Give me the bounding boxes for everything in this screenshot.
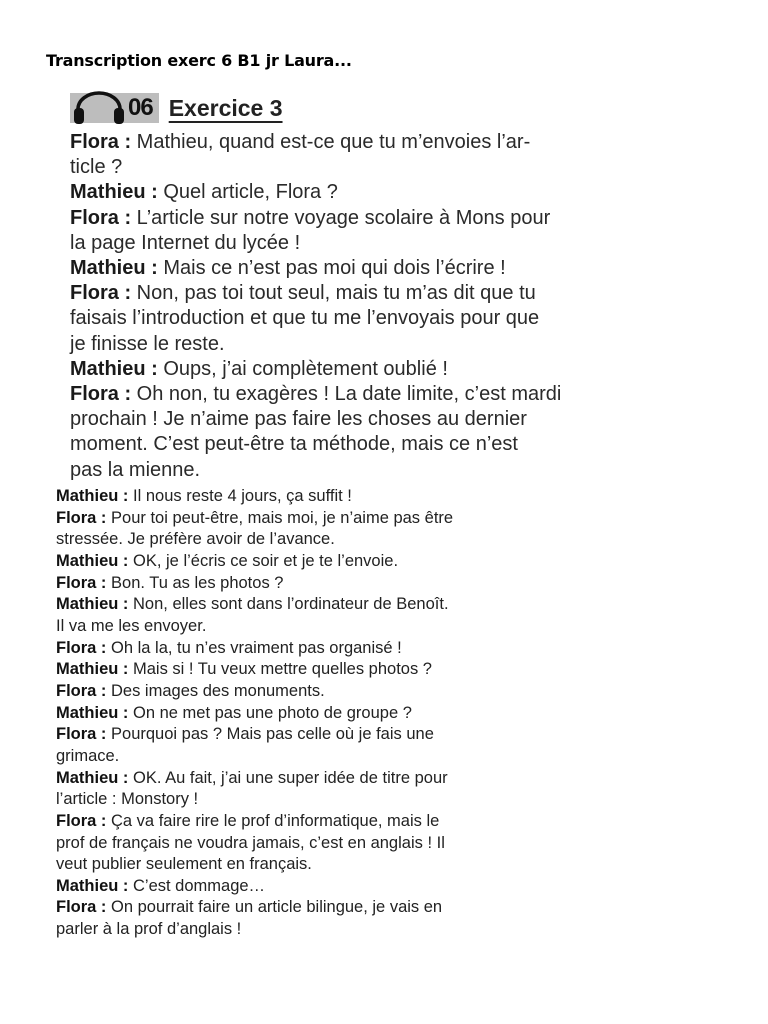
dialogue-line	[56, 854, 576, 876]
speaker-name: Mathieu :	[70, 357, 158, 380]
dialogue-line	[56, 876, 576, 898]
dialogue-part-2	[56, 486, 576, 941]
speaker-name: Flora :	[70, 206, 132, 229]
line-text: On pourrait faire un article bilingue, je vais en	[106, 898, 443, 917]
line-text: Il va me les envoyer.	[56, 616, 207, 635]
line-text: ticle ?	[70, 156, 123, 179]
dialogue-line	[70, 281, 660, 306]
line-text: Quel article, Flora ?	[157, 181, 338, 204]
line-text: Oh la la, tu n’es vraiment pas organisé !	[106, 638, 402, 657]
dialogue-line	[56, 529, 576, 551]
line-text: je finisse le reste.	[70, 332, 225, 355]
dialogue-line	[56, 551, 576, 573]
speaker-name: Flora :	[70, 383, 132, 406]
speaker-name: Flora :	[70, 282, 132, 305]
line-text: prochain ! Je n’aime pas faire les choses au dernier	[70, 408, 527, 431]
speaker-name: Mathieu :	[70, 181, 158, 204]
scanned-excerpt-bottom	[56, 486, 576, 941]
dialogue-line	[56, 919, 576, 941]
dialogue-line	[70, 458, 660, 483]
speaker-name: Mathieu :	[56, 487, 129, 505]
speaker-name: Mathieu :	[56, 660, 129, 679]
dialogue-line	[70, 332, 660, 357]
speaker-name: Flora :	[56, 898, 107, 917]
dialogue-line	[70, 407, 660, 432]
line-text: Il nous reste 4 jours, ça suffit !	[128, 487, 352, 505]
dialogue-line	[56, 746, 576, 768]
dialogue-line	[56, 724, 576, 746]
dialogue-line	[70, 306, 660, 331]
line-text: prof de français ne voudra jamais, c’est en anglais ! Il	[56, 833, 445, 852]
dialogue-line	[70, 180, 660, 205]
dialogue-line	[56, 616, 576, 638]
dialogue-line	[56, 811, 576, 833]
dialogue-line	[56, 703, 576, 725]
dialogue-line	[56, 768, 576, 790]
track-badge	[70, 93, 159, 123]
dialogue-line	[56, 573, 576, 595]
speaker-name: Mathieu :	[56, 768, 129, 787]
speaker-name: Flora :	[56, 573, 107, 592]
line-text: faisais l’introduction et que tu me l’envoyais pour que	[70, 307, 540, 330]
dialogue-line	[70, 357, 660, 382]
speaker-name: Flora :	[56, 725, 107, 744]
dialogue-line	[56, 681, 576, 703]
dialogue-line	[70, 231, 660, 256]
line-text: Mais ce n’est pas moi qui dois l’écrire !	[157, 257, 506, 280]
line-text: Mais si ! Tu veux mettre quelles photos ?	[128, 660, 432, 679]
dialogue-line	[56, 897, 576, 919]
line-text: Pour toi peut-être, mais moi, je n’aime pas être	[106, 508, 454, 527]
scanned-excerpt-top	[70, 86, 660, 483]
line-text: Pourquoi pas ? Mais pas celle où je fais une	[106, 725, 434, 744]
line-text: moment. C’est peut-être ta méthode, mais ce n’est	[70, 433, 518, 456]
line-text: pas la mienne.	[70, 458, 201, 481]
line-text: stressée. Je préfère avoir de l’avance.	[56, 530, 335, 549]
speaker-name: Mathieu :	[56, 595, 129, 614]
line-text: parler à la prof d’anglais !	[56, 920, 242, 939]
line-text: OK, je l’écris ce soir et je te l’envoie.	[128, 551, 399, 570]
dialogue-line	[70, 382, 660, 407]
line-text: Des images des monuments.	[106, 681, 325, 700]
dialogue-line	[56, 789, 576, 811]
line-text: Oups, j’ai complètement oublié !	[157, 357, 448, 380]
speaker-name: Flora :	[70, 131, 132, 153]
dialogue-line	[70, 155, 660, 180]
speaker-name: Flora :	[56, 638, 107, 657]
headphones-icon	[72, 91, 126, 125]
speaker-name: Mathieu :	[56, 551, 129, 570]
speaker-name: Flora :	[56, 811, 107, 830]
line-text: Bon. Tu as les photos ?	[106, 573, 284, 592]
line-text: Ça va faire rire le prof d’informatique, mais le	[106, 811, 440, 830]
dialogue-line	[56, 638, 576, 660]
speaker-name: Flora :	[56, 681, 107, 700]
line-text: Oh non, tu exagères ! La date limite, c’est mardi	[131, 383, 562, 406]
dialogue-line	[56, 659, 576, 681]
speaker-name: Mathieu :	[56, 703, 129, 722]
line-text: Non, elles sont dans l’ordinateur de Benoît.	[128, 595, 449, 614]
dialogue-line	[70, 256, 660, 281]
dialogue-line	[56, 508, 576, 530]
line-text: OK. Au fait, j’ai une super idée de titre pour	[128, 768, 448, 787]
speaker-name: Flora :	[56, 508, 107, 527]
line-text: Non, pas toi tout seul, mais tu m’as dit que tu	[131, 282, 536, 305]
dialogue-part-1	[70, 130, 660, 483]
line-text: On ne met pas une photo de groupe ?	[128, 703, 412, 722]
exercise-heading: Exercice 3	[168, 94, 283, 121]
line-text: Mathieu, quand est-ce que tu m’envoies l’ar-	[131, 131, 531, 153]
dialogue-line	[56, 486, 576, 508]
line-text: grimace.	[56, 746, 120, 765]
track-number: 06	[128, 94, 153, 121]
line-text: C’est dommage…	[128, 876, 266, 895]
line-text: veut publier seulement en français.	[56, 855, 312, 874]
speaker-name: Mathieu :	[70, 257, 158, 280]
speaker-name: Mathieu :	[56, 876, 129, 895]
document-title: Transcription exerc 6 B1 jr Laura...	[46, 51, 352, 70]
dialogue-line	[56, 594, 576, 616]
exercise-header	[70, 86, 660, 130]
dialogue-line	[56, 833, 576, 855]
line-text: L’article sur notre voyage scolaire à Mons pour	[131, 206, 551, 229]
dialogue-line	[70, 432, 660, 457]
dialogue-line	[70, 130, 660, 155]
line-text: la page Internet du lycée !	[70, 231, 301, 254]
line-text: l’article : Monstory !	[56, 790, 199, 809]
dialogue-line	[70, 206, 660, 231]
